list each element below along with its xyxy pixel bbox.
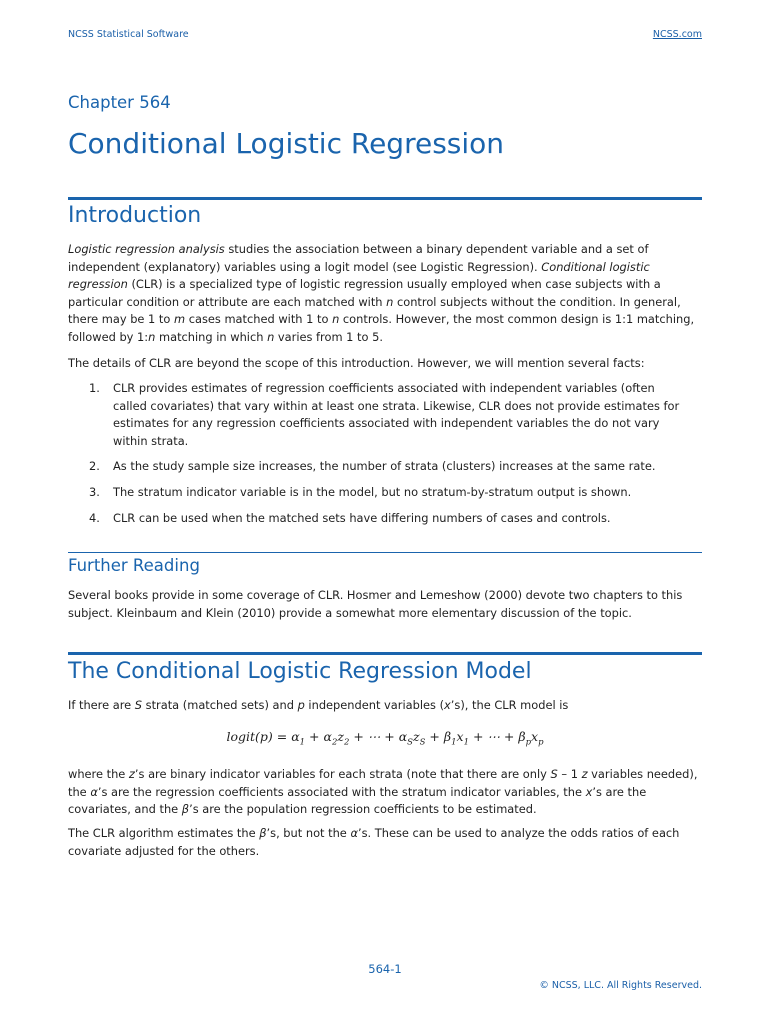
further-reading-paragraph: Several books provide in some coverage of CLR. Hosmer and Lemeshow (2000) devote two chapters to this subject. Kleinbaum and Klein (2010) provide a somewhat more elementary discussion of the topic. [68,588,683,620]
list-item-number: 4. [89,511,100,525]
list-item-text: CLR can be used when the matched sets have differing numbers of cases and controls. [113,511,611,525]
header-website-link[interactable]: NCSS.com [652,29,702,40]
section-rule [68,197,702,200]
introduction-heading: Introduction [68,203,202,228]
header-software-name: NCSS Statistical Software [68,29,189,40]
list-item-number: 2. [89,459,100,473]
subsection-rule [68,552,702,553]
intro-paragraph: Logistic regression analysis studies the association between a binary dependent variable and a set of independent (explanatory) variables using a logit model (see Logistic Regression). Conditional logistic regression (CLR) is a specialized type of logistic regression usually employed when case subjects with a particular condition or attribute are each matched with n control subjects without the condition. In general, there may be 1 to m cases matched with 1 to n controls. However, the most common design is 1:1 matching, followed by 1:n matching in which n varies from 1 to 5. [68,242,695,344]
list-item-number: 3. [89,485,100,499]
model-heading: The Conditional Logistic Regression Model [68,659,532,684]
model-intro-paragraph: If there are S strata (matched sets) and p independent variables (x’s), the CLR model is [68,698,569,712]
copyright-notice: © NCSS, LLC. All Rights Reserved. [539,980,702,991]
list-item-text: CLR provides estimates of regression coefficients associated with independent variables (often called covariates) that vary within at least one strata. Likewise, CLR does not provide estimates for estimates for any regression coefficients associated with independent variables the do not vary within strata. [113,381,680,448]
list-item-text: As the study sample size increases, the number of strata (clusters) increases at the same rate. [113,459,656,473]
document-page [68,0,702,1024]
chapter-number: Chapter 564 [68,93,171,112]
further-reading-heading: Further Reading [68,556,200,575]
model-explanation-paragraph: where the z’s are binary indicator variables for each strata (note that there are only S – 1 z variables needed), the α’s are the regression coefficients associated with the stratum indicator variables, the x’s are the covariates, and the β’s are the population regression coefficients to be estimated. [68,767,698,816]
list-item-number: 1. [89,381,100,395]
page-number: 564-1 [368,962,402,976]
section-rule [68,652,702,655]
list-item-text: The stratum indicator variable is in the model, but no stratum-by-stratum output is shown. [113,485,632,499]
page-title: Conditional Logistic Regression [68,127,505,160]
clr-model-equation: logit(p) = $\alpha_1 + \alpha_2z_2$ + ⋯ + $\alpha_Sz_S + \beta_1x_1$ + ⋯ + $\beta_px_p$ [226,729,544,748]
facts-lead-paragraph: The details of CLR are beyond the scope of this introduction. However, we will mention several facts: [68,356,645,370]
algorithm-paragraph: The CLR algorithm estimates the β’s, but not the α’s. These can be used to analyze the odds ratios of each covariate adjusted for the others. [68,826,680,858]
